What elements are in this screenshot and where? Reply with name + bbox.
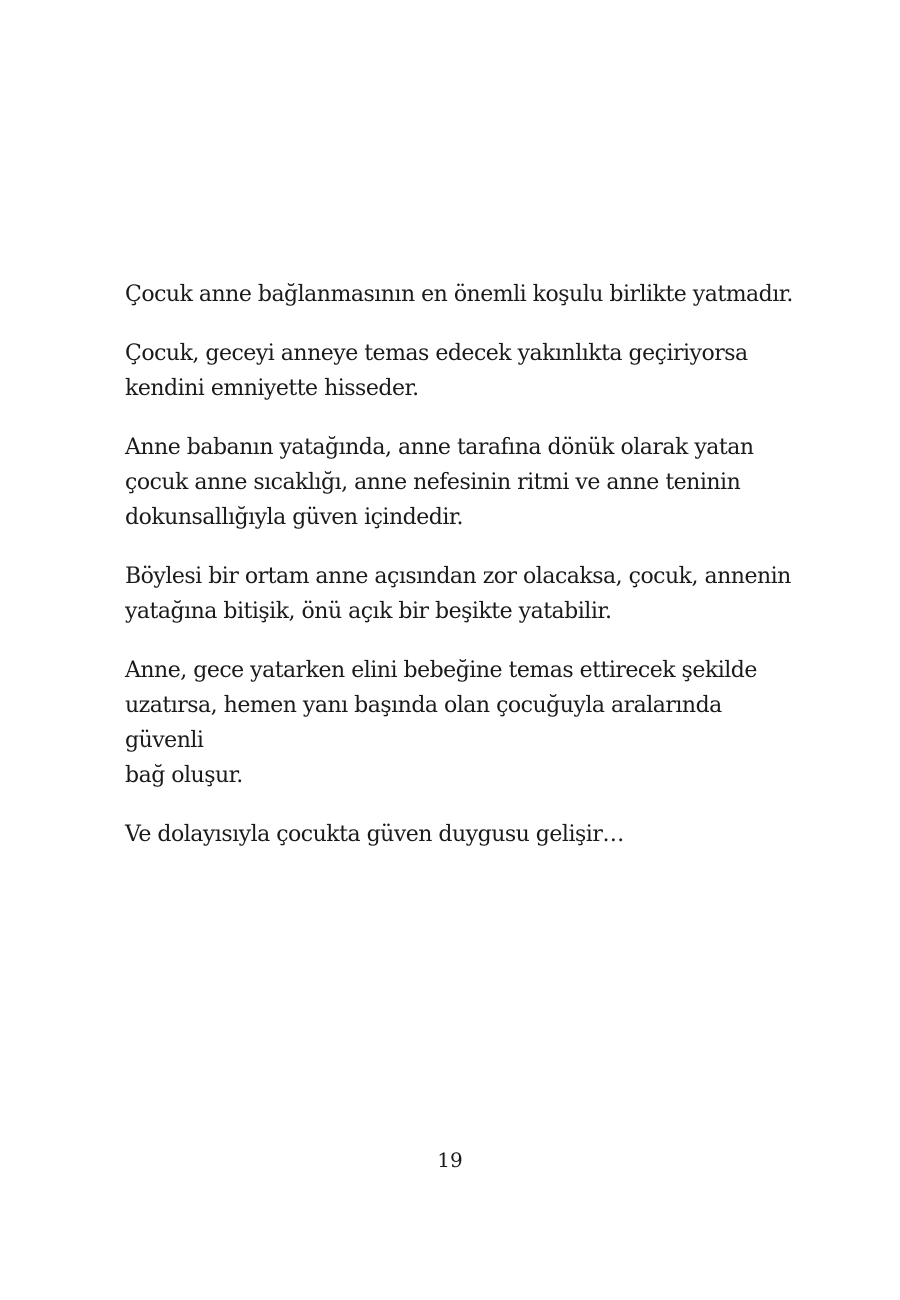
paragraph-6: Ve dolayısıyla çocukta güven duygusu gelişir… <box>125 822 624 847</box>
paragraph-4: Böylesi bir ortam anne açısından zor olacaksa, çocuk, annenin yatağına bitişik, önü açık bir beşikte yatabilir. <box>125 564 791 624</box>
paragraph-1: Çocuk anne bağlanmasının en önemli koşulu birlikte yatmadır. <box>125 282 793 307</box>
page-number: 19 <box>437 1148 463 1172</box>
paragraph-5: Anne, gece yatarken elini bebeğine temas ettirecek şekilde uzatırsa, hemen yanı başında olan çocuğuyla aralarında güvenli bağ oluşur. <box>125 658 757 788</box>
paragraph-2: Çocuk, geceyi anneye temas edecek yakınlıkta geçiriyorsa kendini emniyette hisseder. <box>125 341 748 401</box>
paragraph-3: Anne babanın yatağında, anne tarafına dönük olarak yatan çocuk anne sıcaklığı, anne nefesinin ritmi ve anne teninin dokunsallığıyla güven içindedir. <box>125 435 754 530</box>
body-text <box>125 277 795 876</box>
